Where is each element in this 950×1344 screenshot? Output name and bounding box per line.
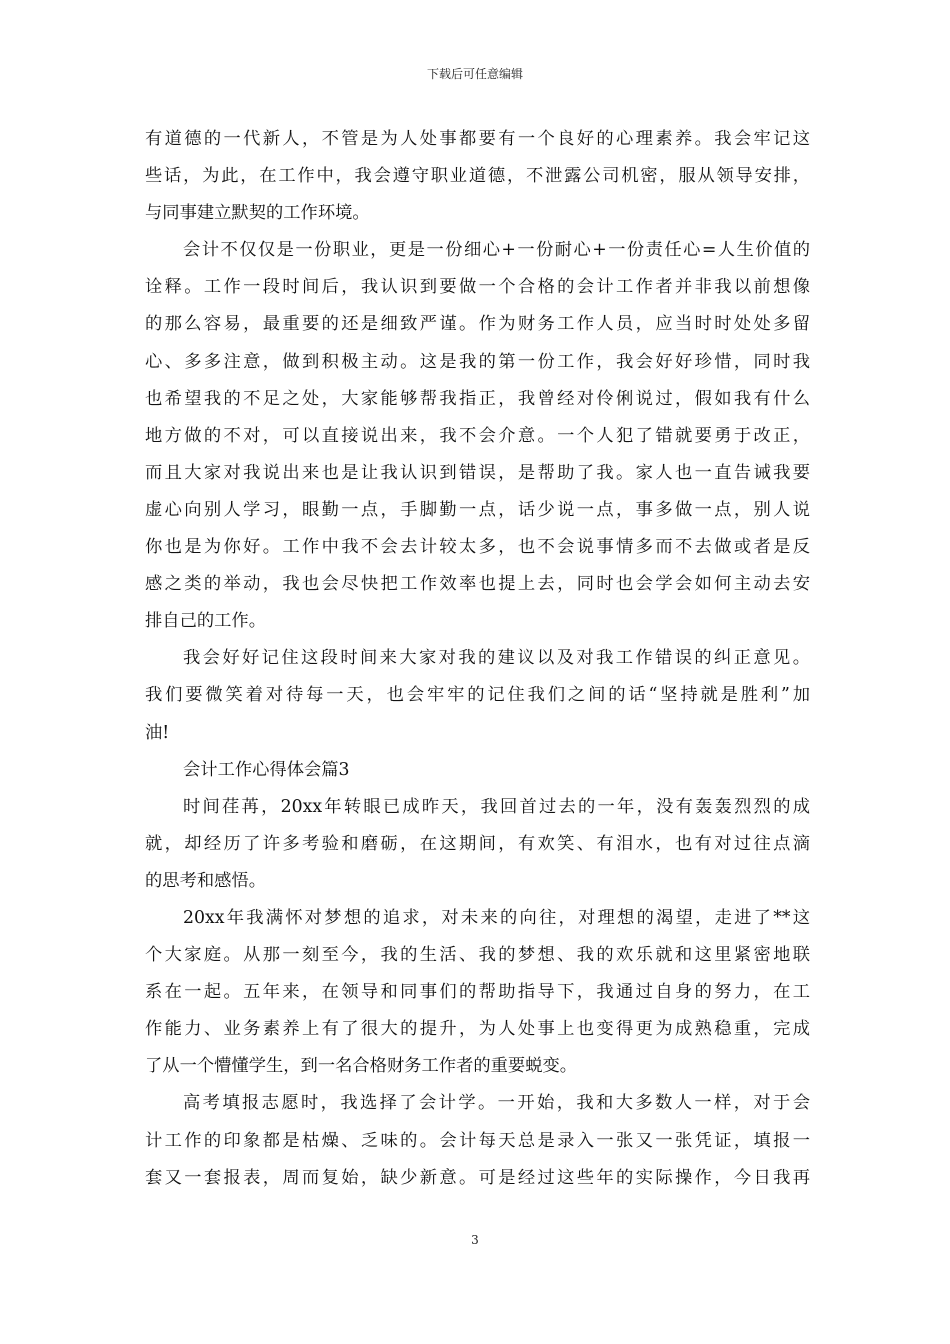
text-line: 作能力、业务素养上有了很大的提升，为人处事上也变得更为成熟稳重，完成 <box>145 1019 810 1040</box>
document-body <box>145 121 810 1197</box>
page-number: 3 <box>471 1233 479 1247</box>
text-line: 我们要微笑着对待每一天，也会牢牢的记住我们之间的话“坚持就是胜利”加 <box>145 685 810 706</box>
text-line: 套又一套报表，周而复始，缺少新意。可是经过这些年的实际操作，今日我再 <box>145 1167 810 1188</box>
text-line: 些话，为此，在工作中，我会遵守职业道德，不泄露公司机密，服从领导安排， <box>145 166 810 187</box>
text-line: 了从一个懵懂学生，到一名合格财务工作者的重要蜕变。 <box>145 1056 578 1077</box>
text-line: 油! <box>145 722 170 743</box>
text-line: 的思考和感悟。 <box>145 870 266 891</box>
text-line: 会计不仅仅是一份职业，更是一份细心+一份耐心+一份责任心=人生价值的 <box>183 240 810 261</box>
text-line: 高考填报志愿时，我选择了会计学。一开始，我和大多数人一样，对于会 <box>183 1093 810 1114</box>
page-header: 下载后可任意编辑 <box>426 67 523 81</box>
text-line: 感之类的举动，我也会尽快把工作效率也提上去，同时也会学会如何主动去安 <box>145 574 810 595</box>
text-line: 也希望我的不足之处，大家能够帮我指正，我曾经对伶俐说过，假如我有什么 <box>145 388 810 409</box>
text-line: 虚心向别人学习，眼勤一点，手脚勤一点，话少说一点，事多做一点，别人说 <box>145 499 810 520</box>
text-line: 就，却经历了许多考验和磨砺，在这期间，有欢笑、有泪水，也有对过往点滴 <box>145 833 810 854</box>
text-line: 时间荏苒，20xx年转眼已成昨天，我回首过去的一年，没有轰轰烈烈的成 <box>183 796 810 817</box>
text-line: 地方做的不对，可以直接说出来，我不会介意。一个人犯了错就要勇于改正， <box>145 425 810 446</box>
text-line: 而且大家对我说出来也是让我认识到错误，是帮助了我。家人也一直告诫我要 <box>145 462 810 483</box>
text-line: 有道德的一代新人，不管是为人处事都要有一个良好的心理素养。我会牢记这 <box>145 129 810 149</box>
text-line: 诠释。工作一段时间后，我认识到要做一个合格的会计工作者并非我以前想像 <box>145 277 810 298</box>
text-line: 与同事建立默契的工作环境。 <box>145 203 370 224</box>
text-line: 的那么容易，最重要的还是细致严谨。作为财务工作人员，应当时时处处多留 <box>145 314 810 335</box>
text-line: 计工作的印象都是枯燥、乏味的。会计每天总是录入一张又一张凭证，填报一 <box>145 1130 810 1151</box>
text-line: 排自己的工作。 <box>145 611 266 632</box>
text-line: 心、多多注意，做到积极主动。这是我的第一份工作，我会好好珍惜，同时我 <box>145 351 810 372</box>
text-line: 你也是为你好。工作中我不会去计较太多，也不会说事情多而不去做或者是反 <box>145 537 810 558</box>
text-line: 20xx年我满怀对梦想的追求，对未来的向往，对理想的渴望，走进了**这 <box>183 907 810 928</box>
text-line: 系在一起。五年来，在领导和同事们的帮助指导下，我通过自身的努力，在工 <box>145 982 810 1003</box>
text-line: 个大家庭。从那一刻至今，我的生活、我的梦想、我的欢乐就和这里紧密地联 <box>145 945 810 966</box>
text-line: 会计工作心得体会篇3 <box>183 759 350 780</box>
text-line: 我会好好记住这段时间来大家对我的建议以及对我工作错误的纠正意见。 <box>183 648 810 669</box>
